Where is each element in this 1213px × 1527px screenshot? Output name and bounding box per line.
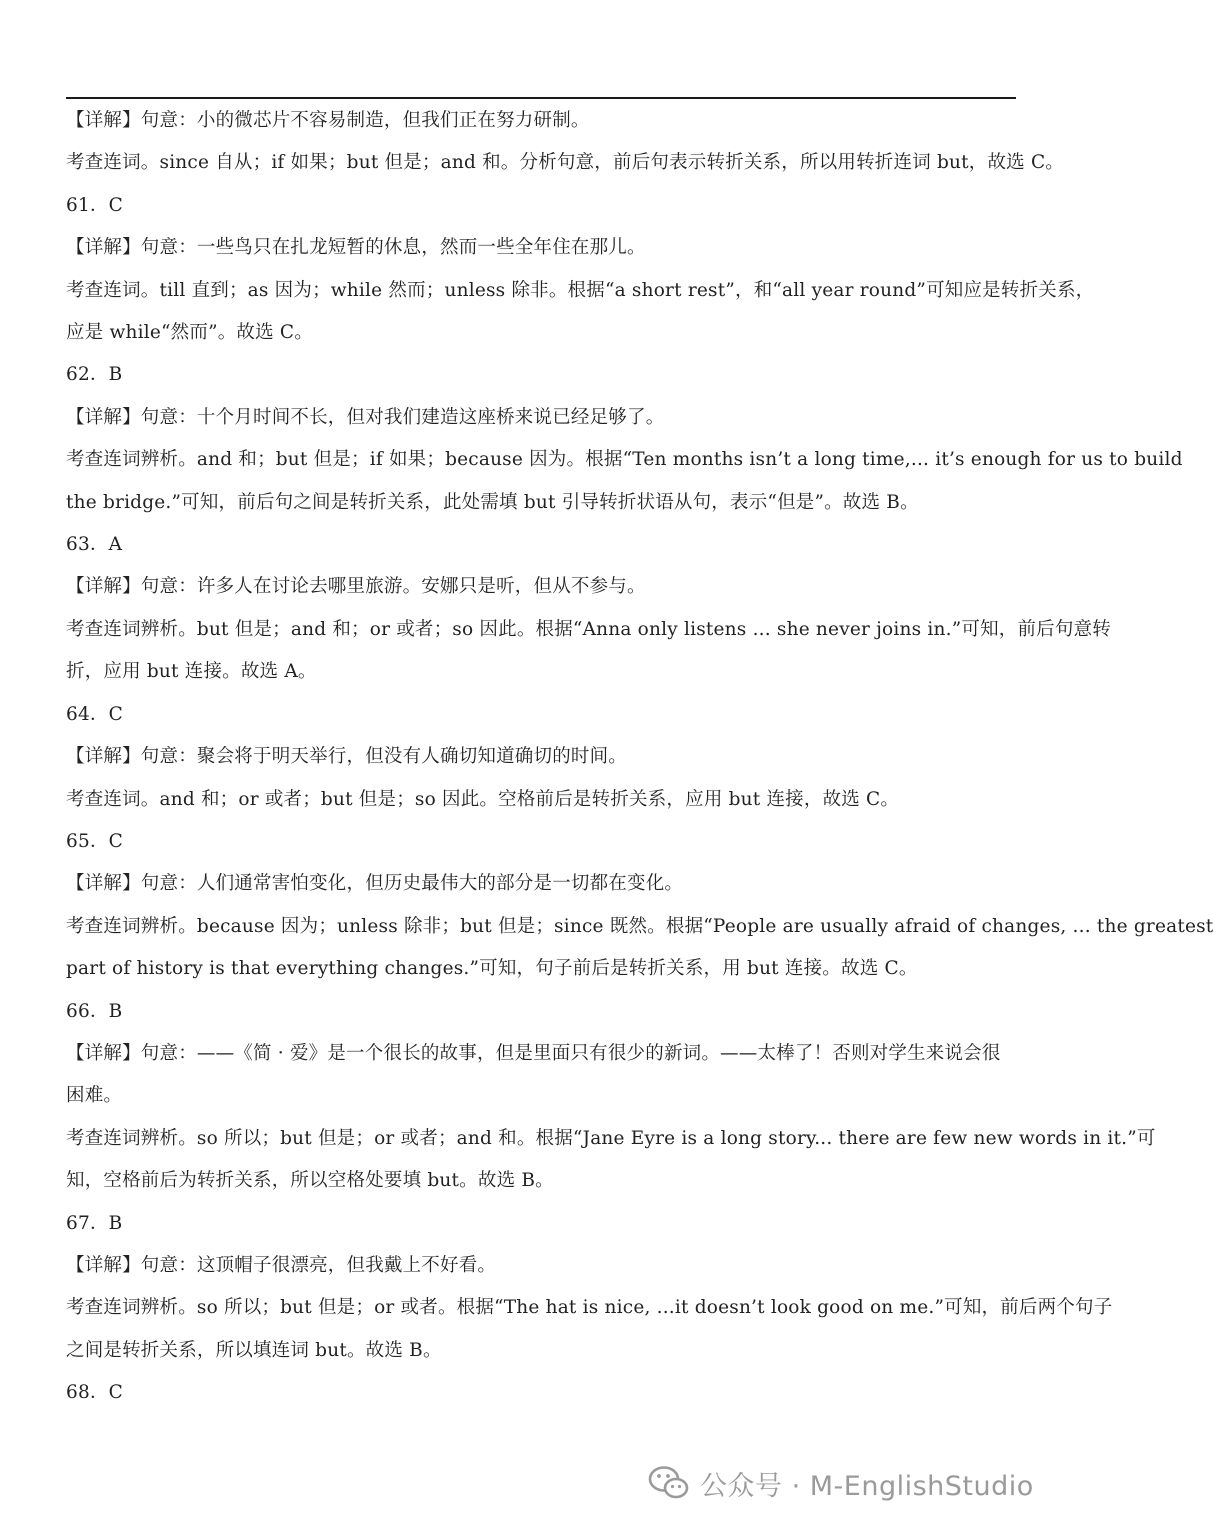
text-line: 【详解】句意：——《简 · 爱》是一个很长的故事，但是里面只有很少的新词。——太棒了！否则对学生来说会很 <box>66 1042 1001 1064</box>
answer-line: 67．B <box>66 1212 123 1234</box>
header-rule <box>66 97 1016 99</box>
answer-line: 68．C <box>66 1382 123 1404</box>
text-line: 之间是转折关系，所以填连词 but。故选 B。 <box>66 1339 442 1361</box>
watermark-text: 公众号 · M-EnglishStudio <box>700 1470 1034 1502</box>
answer-line: 62．B <box>66 364 123 386</box>
text-line: 考查连词辨析。because 因为；unless 除非；but 但是；since 既然。根据“People are usually afraid of changes, ... the greatest <box>66 915 1213 937</box>
text-line: 折，应用 but 连接。故选 A。 <box>66 661 317 683</box>
text-line: 【详解】句意：十个月时间不长，但对我们建造这座桥来说已经足够了。 <box>66 406 665 428</box>
text-line: 【详解】句意：小的微芯片不容易制造，但我们正在努力研制。 <box>66 110 590 131</box>
text-line: 考查连词辨析。so 所以；but 但是；or 或者；and 和。根据“Jane Eyre is a long story... there are few new words in it.”可 <box>66 1127 1156 1149</box>
text-line: 考查连词辨析。but 但是；and 和；or 或者；so 因此。根据“Anna only listens ... she never joins in.”可知，前后句意转 <box>66 618 1111 640</box>
answer-line: 64．C <box>66 703 123 725</box>
text-line: 考查连词。till 直到；as 因为；while 然而；unless 除非。根据“a short rest”，和“all year round”可知应是转折关系， <box>66 279 1095 301</box>
answer-line: 63．A <box>66 534 123 556</box>
text-line: the bridge.”可知，前后句之间是转折关系，此处需填 but 引导转折状语从句，表示“但是”。故选 B。 <box>66 491 919 513</box>
answer-line: 66．B <box>66 1000 123 1022</box>
text-line: 【详解】句意：许多人在讨论去哪里旅游。安娜只是听，但从不参与。 <box>66 576 646 598</box>
text-line: 应是 while“然而”。故选 C。 <box>66 322 313 344</box>
text-line: 考查连词。and 和；or 或者；but 但是；so 因此。空格前后是转折关系，应用 but 连接，故选 C。 <box>66 788 900 810</box>
text-line: part of history is that everything changes.”可知，句子前后是转折关系，用 but 连接。故选 C。 <box>66 958 918 980</box>
text-line: 考查连词辨析。and 和；but 但是；if 如果；because 因为。根据“Ten months isn’t a long time,... it’s enough for us to build <box>66 449 1183 471</box>
text-line: 困难。 <box>66 1085 123 1107</box>
text-line: 知，空格前后为转折关系，所以空格处要填 but。故选 B。 <box>66 1170 554 1192</box>
document-body <box>66 100 1213 1415</box>
answer-line: 61．C <box>66 194 123 216</box>
text-line: 【详解】句意：聚会将于明天举行，但没有人确切知道确切的时间。 <box>66 746 628 768</box>
text-line: 【详解】句意：人们通常害怕变化，但历史最伟大的部分是一切都在变化。 <box>66 873 684 895</box>
text-line: 考查连词。since 自从；if 如果；but 但是；and 和。分析句意，前后句表示转折关系，所以用转折连词 but，故选 C。 <box>66 152 1065 174</box>
answer-line: 65．C <box>66 830 123 852</box>
text-line: 【详解】句意：这顶帽子很漂亮，但我戴上不好看。 <box>66 1254 497 1276</box>
text-line: 【详解】句意：一些鸟只在扎龙短暂的休息，然而一些全年住在那儿。 <box>66 237 646 259</box>
watermark <box>648 1458 1034 1508</box>
wechat-icon <box>648 1465 690 1501</box>
text-line: 考查连词辨析。so 所以；but 但是；or 或者。根据“The hat is nice, ...it doesn’t look good on me.”可知，前后两个句子 <box>66 1297 1113 1319</box>
